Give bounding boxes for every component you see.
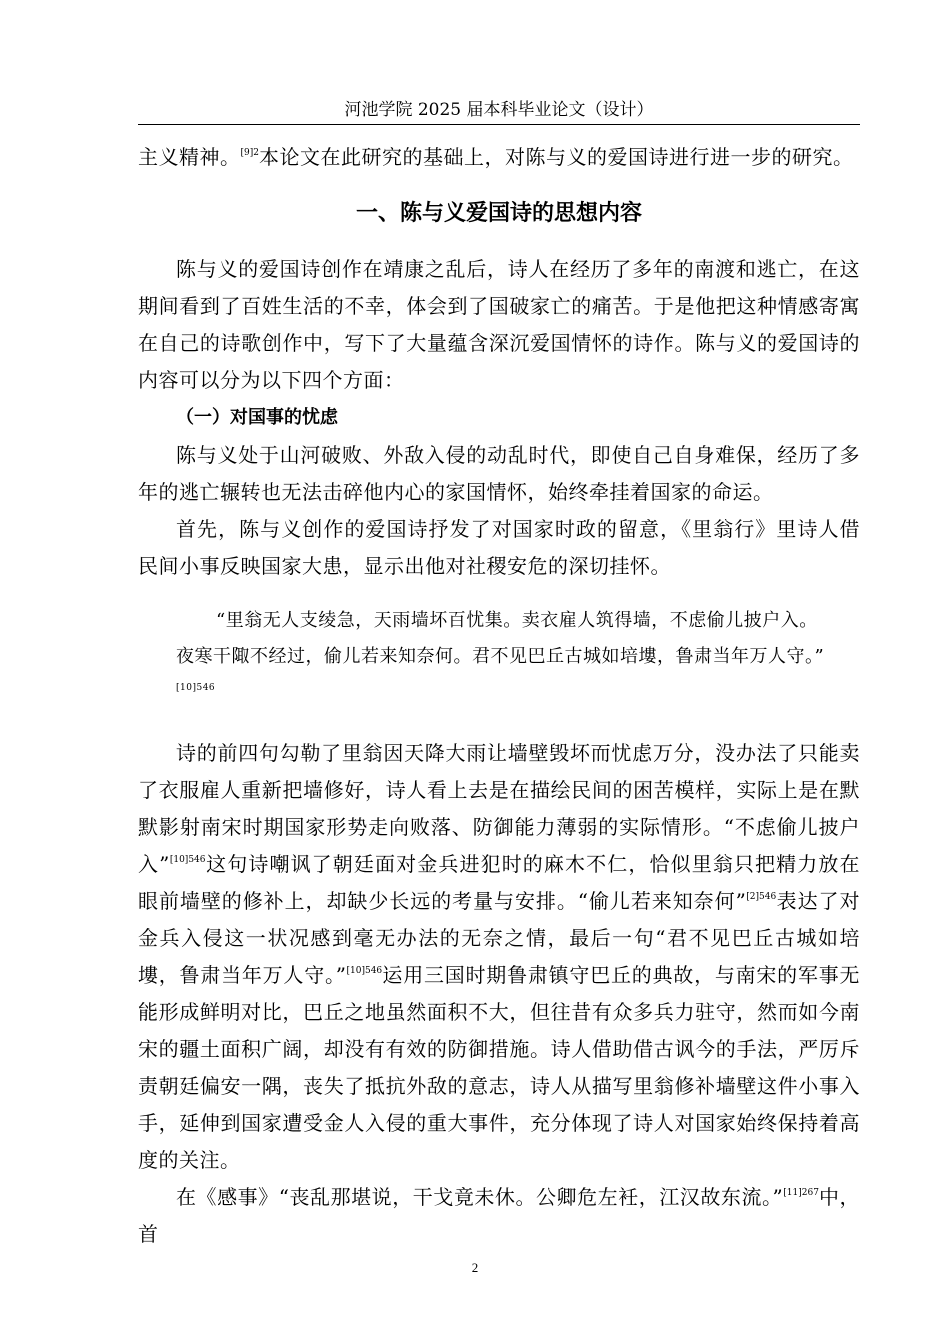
- poem-quote: [138, 603, 860, 695]
- text-run: 中，首: [138, 1185, 861, 1246]
- page-body: [138, 139, 860, 1253]
- text-run: 本论文在此研究的基础上，对陈与义的爱国诗进行进一步的研究。: [258, 145, 854, 169]
- citation: [10]546: [169, 855, 206, 865]
- paragraph-continuation: [138, 139, 860, 176]
- paragraph: 陈与义处于山河破败、外敌入侵的动乱时代，即使自己自身难保，经历了多年的逃亡辗转也无法击碎他内心的家国情怀，始终牵挂着国家的命运。: [138, 443, 860, 504]
- text-run: 运用三国时期鲁肃镇守巴丘的典故，与南宋的军事无能形成鲜明对比，巴丘之地虽然面积不大，但往昔有众多兵力驻守，然而如今南宋的疆土面积广阔，却没有有效的防御措施。诗人借助借古讽今的手法，严厉斥责朝廷偏安一隅，丧失了抵抗外敌的意志，诗人从描写里翁修补墙壁这件小事入手，延伸到国家遭受金人入侵的重大事件，充分体现了诗人对国家始终保持着高度的关注。: [138, 963, 861, 1172]
- text-run: 这句诗嘲讽了朝廷面对金兵进犯时的麻木不仁，恰似里翁只把精力放在眼前墙壁的修补上，却缺少长远的考量与安排。“偷儿若来知奈何”: [138, 852, 860, 913]
- paragraph-analysis: [138, 735, 860, 1179]
- poem-line: “里翁无人支绫急，天雨墙坏百忧集。卖衣雇人筑得墙，不虑偷儿披户入。: [216, 610, 818, 631]
- header-divider: [138, 124, 860, 125]
- page-number: 2: [471, 1260, 479, 1275]
- citation: [10]546: [176, 683, 216, 693]
- citation: [9]2: [240, 148, 259, 158]
- text-run: 在《感事》“丧乱那堪说，干戈竟未休。公卿危左衽，江汉故东流。”: [176, 1185, 784, 1209]
- poem-line: 夜寒干陬不经过，偷儿若来知奈何。君不见巴丘古城如培塿，鲁肃当年万人守。”: [176, 646, 825, 667]
- running-header: 河池学院 2025 届本科毕业论文（设计）: [344, 100, 654, 120]
- paragraph: [138, 1179, 860, 1253]
- subsection-heading: （一）对国事的忧虑: [176, 407, 338, 428]
- section-heading: 一、陈与义爱国诗的思想内容: [355, 201, 642, 226]
- paragraph: 首先，陈与义创作的爱国诗抒发了对国家时政的留意，《里翁行》里诗人借民间小事反映国家大患，显示出他对社稷安危的深切挂怀。: [138, 517, 860, 578]
- text-run: 表达了对金兵入侵这一状况感到毫无办法的无奈之情，最后一句“君不见巴丘古城如培塿，鲁肃当年万人守。”: [138, 889, 861, 987]
- citation: [10]546: [346, 966, 383, 976]
- text-run: 主义精神。: [138, 145, 241, 169]
- paragraph-intro: 陈与义的爱国诗创作在靖康之乱后，诗人在经历了多年的南渡和逃亡，在这期间看到了百姓生活的不幸，体会到了国破家亡的痛苦。于是他把这种情感寄寓在自己的诗歌创作中，写下了大量蕴含深沉爱国情怀的诗作。陈与义的爱国诗的内容可以分为以下四个方面：: [138, 257, 860, 392]
- text-run: 诗的前四句勾勒了里翁因天降大雨让墙壁毁坏而忧虑万分，没办法了只能卖了衣服雇人重新把墙修好，诗人看上去是在描绘民间的困苦模样，实际上是在默默影射南宋时期国家形势走向败落、防御能力薄弱的实际情形。“不虑偷儿披户入”: [138, 741, 860, 876]
- citation: [11]267: [783, 1188, 819, 1198]
- citation: [2]546: [746, 892, 777, 902]
